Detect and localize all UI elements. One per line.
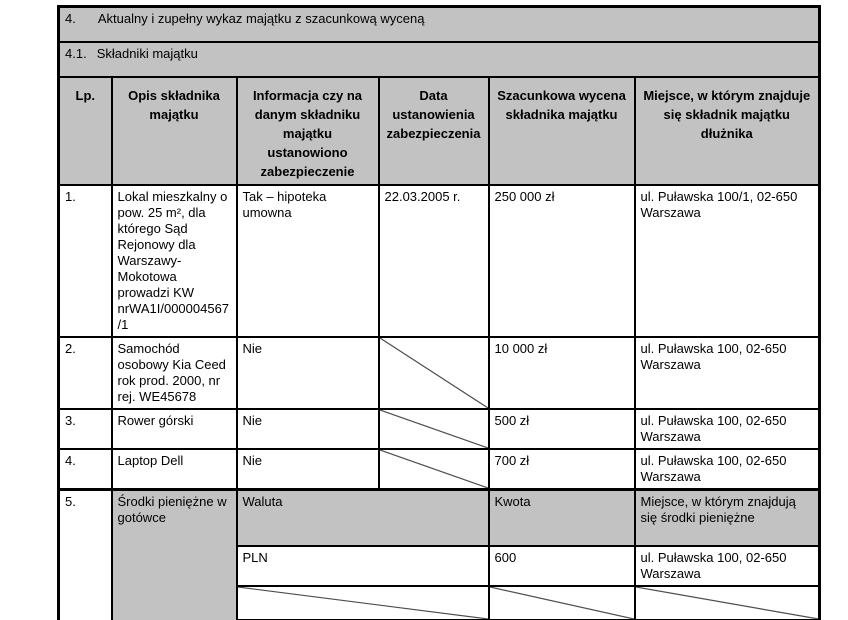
cash-col-header-kwota: Kwota	[489, 489, 635, 546]
row-security-info: Tak – hipoteka umowna	[237, 185, 379, 337]
row-valuation: 700 zł	[489, 449, 635, 490]
subsection-title-bar	[59, 42, 820, 77]
subsection-title-row	[59, 42, 820, 77]
row-description: Laptop Dell	[112, 449, 237, 490]
crossed-out-cell	[237, 586, 489, 620]
table-row	[59, 449, 820, 490]
row-lp: 2.	[59, 337, 112, 409]
diagonal-strike-line	[490, 587, 634, 619]
table-row	[59, 409, 820, 449]
diagonal-strike-line	[380, 410, 488, 448]
row-security-date: 22.03.2005 r.	[379, 185, 489, 337]
row-valuation: 250 000 zł	[489, 185, 635, 337]
row-description: Lokal mieszkalny o pow. 25 m², dla którego Sąd Rejonowy dla Warszawy-Mokotowa prowadzi KW nrWA1I/000004567/1	[112, 185, 237, 337]
crossed-out-cell	[635, 586, 820, 620]
row-description: Samochód osobowy Kia Ceed rok prod. 2000, nr rej. WE45678	[112, 337, 237, 409]
row-lp: 5.	[59, 489, 112, 620]
subsection-number: 4.1.	[65, 45, 87, 61]
cash-location: ul. Puławska 100, 02-650 Warszawa	[635, 546, 820, 586]
crossed-out-cell	[379, 409, 489, 449]
row-location: ul. Puławska 100, 02-650 Warszawa	[635, 337, 820, 409]
diagonal-strike-line	[238, 587, 488, 619]
cash-currency: PLN	[237, 546, 489, 586]
col-header-zabezpieczenie: Informacja czy na danym składniku majątku ustanowiono zabezpieczenie	[237, 77, 379, 185]
section-number: 4.	[65, 11, 76, 26]
cash-col-header-miejsce: Miejsce, w którym znajdują się środki pieniężne	[635, 489, 820, 546]
row-location: ul. Puławska 100/1, 02-650 Warszawa	[635, 185, 820, 337]
crossed-out-cell	[489, 586, 635, 620]
assets-table	[57, 5, 821, 620]
col-header-opis: Opis składnika majątku	[112, 77, 237, 185]
cash-col-header-waluta: Waluta	[237, 489, 489, 546]
row-lp: 1.	[59, 185, 112, 337]
col-header-miejsce: Miejsce, w którym znajduje się składnik majątku dłużnika	[635, 77, 820, 185]
cash-amount: 600	[489, 546, 635, 586]
row-security-info: Nie	[237, 409, 379, 449]
row-description: Rower górski	[112, 409, 237, 449]
col-header-lp: Lp.	[59, 77, 112, 185]
crossed-out-cell	[379, 449, 489, 490]
col-header-data: Data ustanowienia zabezpieczenia	[379, 77, 489, 185]
cash-label: Środki pieniężne w gotówce	[112, 489, 237, 620]
cash-header-row	[59, 489, 820, 546]
diagonal-strike-line	[380, 338, 488, 408]
row-valuation: 10 000 zł	[489, 337, 635, 409]
row-security-info: Nie	[237, 337, 379, 409]
crossed-out-cell	[379, 337, 489, 409]
table-row	[59, 337, 820, 409]
diagonal-strike-line	[636, 587, 819, 619]
section-title-bar	[59, 7, 820, 42]
section-title-row	[59, 7, 820, 42]
table-row	[59, 185, 820, 337]
row-location: ul. Puławska 100, 02-650 Warszawa	[635, 449, 820, 490]
col-header-wycena: Szacunkowa wycena składnika majątku	[489, 77, 635, 185]
row-security-info: Nie	[237, 449, 379, 490]
row-valuation: 500 zł	[489, 409, 635, 449]
subsection-title: Składniki majątku	[96, 45, 198, 61]
diagonal-strike-line	[380, 450, 488, 488]
row-lp: 3.	[59, 409, 112, 449]
row-location: ul. Puławska 100, 02-650 Warszawa	[635, 409, 820, 449]
column-header-row	[59, 77, 820, 185]
section-title: Aktualny i zupełny wykaz majątku z szacunkową wyceną	[97, 11, 425, 26]
row-lp: 4.	[59, 449, 112, 490]
